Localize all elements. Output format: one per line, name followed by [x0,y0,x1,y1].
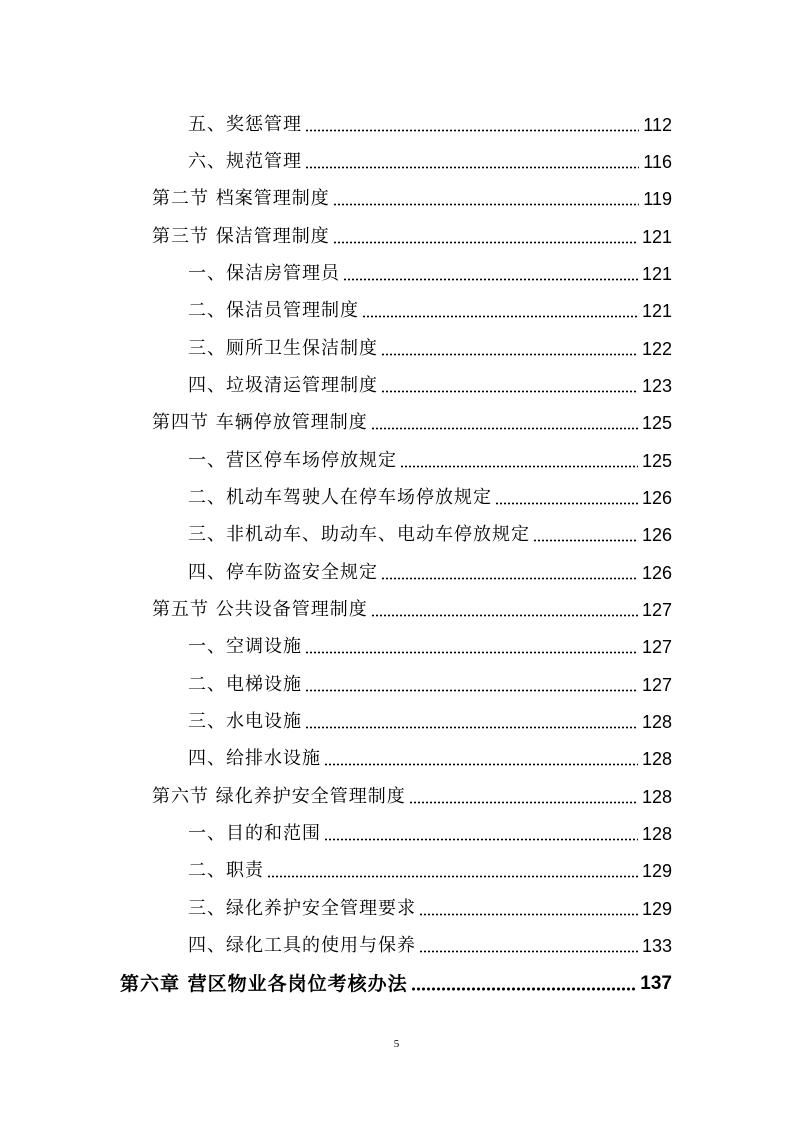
toc-entry-title: 一、保洁房管理员 [188,263,340,284]
toc-entry-title: 二、职责 [188,860,264,881]
dot-leader [381,353,638,356]
toc-entry-page: 123 [641,376,672,396]
dot-leader [305,726,638,729]
dot-leader [419,950,638,953]
toc-entry[interactable] [152,778,672,808]
toc-entry-page: 126 [641,488,672,508]
toc-entry[interactable] [152,591,672,621]
dot-leader [305,689,638,692]
toc-entry[interactable] [188,890,672,920]
dot-leader [533,539,638,542]
toc-entry-page: 125 [641,413,672,433]
toc-entry-page: 127 [641,675,672,695]
toc-entry-page: 121 [641,227,672,247]
dot-leader [267,875,638,878]
toc-entry[interactable] [188,554,672,584]
toc-entry[interactable] [188,927,672,957]
toc-entry[interactable] [188,666,672,696]
toc-entry[interactable] [188,516,672,546]
toc-entry-title: 一、营区停车场停放规定 [188,450,397,471]
toc-entry-title: 一、目的和范围 [188,823,321,844]
toc-entry-page: 121 [641,264,672,284]
toc-entry[interactable] [188,740,672,770]
dot-leader [411,987,637,991]
toc-entry-page: 126 [641,563,672,583]
toc-entry-title: 二、机动车驾驶人在停车场停放规定 [188,487,492,508]
dot-leader [381,390,638,393]
toc-entry-title: 三、厕所卫生保洁制度 [188,338,378,359]
toc-entry[interactable] [188,479,672,509]
toc-entry-title: 六、规范管理 [188,151,302,172]
dot-leader [362,315,638,318]
toc-entry-page: 127 [641,600,672,620]
toc-entry-title: 三、非机动车、助动车、电动车停放规定 [188,524,530,545]
toc-entry-title: 第四节 车辆停放管理制度 [152,412,368,433]
dot-leader [324,838,638,841]
toc-entry-page: 128 [641,712,672,732]
toc-entry-title: 二、电梯设施 [188,674,302,695]
toc-entry-page: 129 [641,861,672,881]
toc-entry[interactable] [188,255,672,285]
toc-entry-page: 116 [643,152,672,172]
toc-entry-page: 112 [643,115,672,135]
toc-entry-page: 133 [641,936,672,956]
toc-entry-title: 三、水电设施 [188,711,302,732]
toc-entry-title: 第六章 营区物业各岗位考核办法 [120,973,408,995]
toc-entry[interactable] [188,292,672,322]
dot-leader [324,763,638,766]
toc-entry-title: 第五节 公共设备管理制度 [152,599,368,620]
toc-entry-page: 128 [641,749,672,769]
toc-entry-page: 125 [641,451,672,471]
toc-entry[interactable] [188,852,672,882]
toc-entry[interactable] [188,143,672,173]
dot-leader [305,651,638,654]
toc-entry-title: 四、垃圾清运管理制度 [188,375,378,396]
toc-entry[interactable] [188,628,672,658]
dot-leader [305,166,639,169]
dot-leader [333,241,638,244]
toc-entry[interactable] [188,367,672,397]
dot-leader [419,913,638,916]
toc-entry[interactable] [188,815,672,845]
dot-leader [343,278,638,281]
toc-entry[interactable] [188,442,672,472]
toc-entry[interactable] [152,180,672,210]
dot-leader [381,577,638,580]
toc-entry-page: 129 [641,899,672,919]
dot-leader [495,502,638,505]
page-number: 5 [393,1038,400,1050]
toc-entry-title: 第二节 档案管理制度 [152,188,330,209]
toc-entry[interactable] [152,218,672,248]
dot-leader [305,129,639,132]
toc-entry-title: 四、给排水设施 [188,748,321,769]
toc-entry[interactable] [152,404,672,434]
toc-entry-page: 137 [640,973,672,994]
toc-entry-page: 128 [641,824,672,844]
toc-entry-title: 四、绿化工具的使用与保养 [188,935,416,956]
toc-chapter-entry[interactable] [120,965,672,995]
toc-entry-page: 126 [641,525,672,545]
dot-leader [409,801,638,804]
dot-leader [400,465,638,468]
toc-entry-page: 119 [643,189,672,209]
toc-entry[interactable] [188,106,672,136]
toc-entry-page: 122 [641,339,672,359]
dot-leader [371,614,638,617]
toc-entry-title: 一、空调设施 [188,636,302,657]
toc-entry-title: 第三节 保洁管理制度 [152,226,330,247]
toc-entry-title: 四、停车防盗安全规定 [188,562,378,583]
dot-leader [371,427,638,430]
toc-entry[interactable] [188,330,672,360]
toc-entry-title: 二、保洁员管理制度 [188,300,359,321]
toc-entry-page: 128 [641,787,672,807]
toc-entry-title: 第六节 绿化养护安全管理制度 [152,786,406,807]
dot-leader [333,203,640,206]
toc-entry-title: 五、奖惩管理 [188,114,302,135]
toc-entry-page: 127 [641,637,672,657]
toc-entry-title: 三、绿化养护安全管理要求 [188,898,416,919]
toc-entry-page: 121 [641,301,672,321]
toc-entry[interactable] [188,703,672,733]
